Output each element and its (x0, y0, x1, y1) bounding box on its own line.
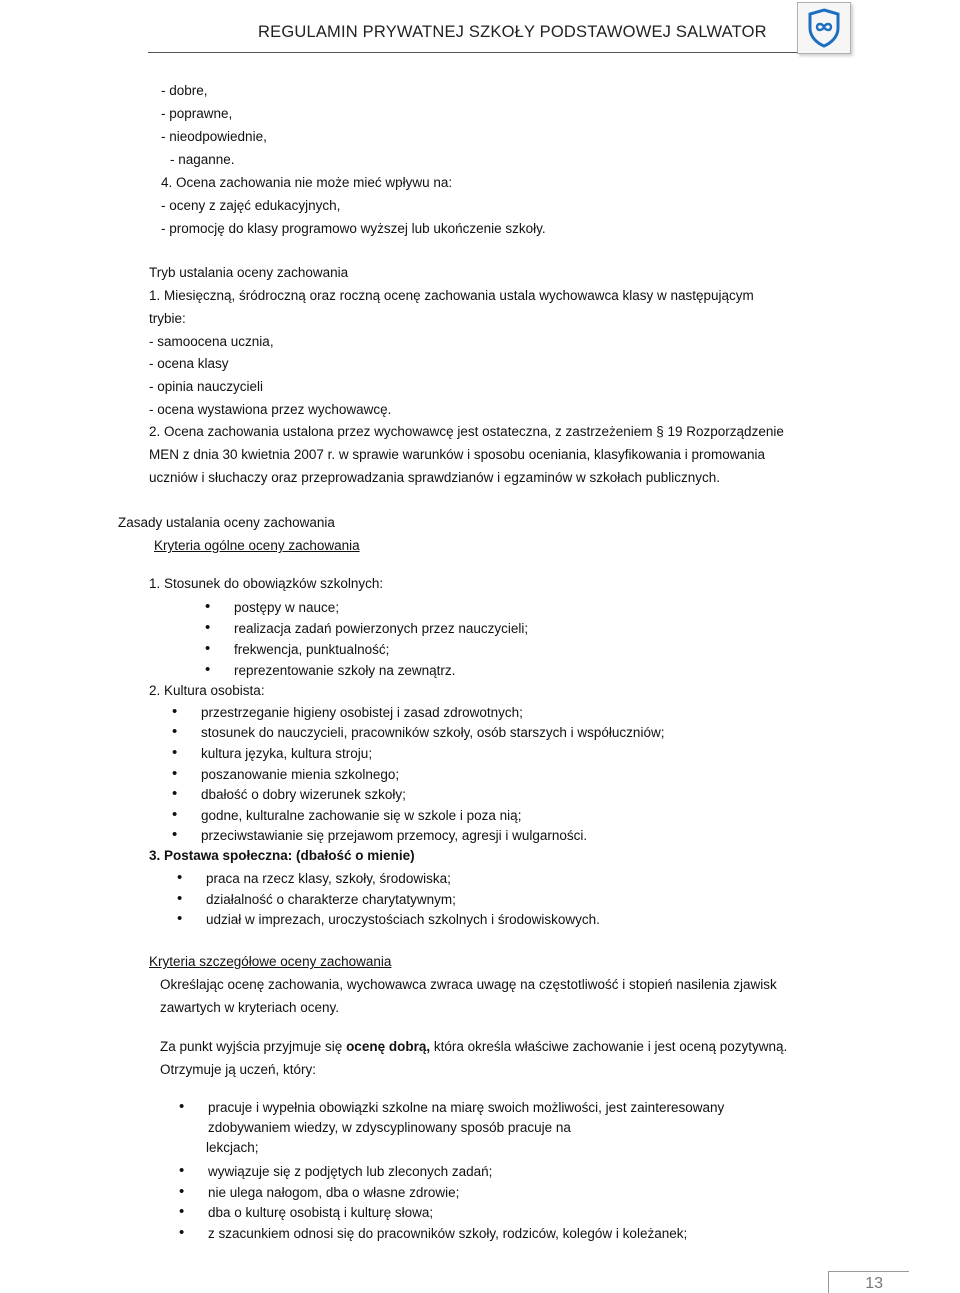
section-1-item: postępy w nauce; (234, 600, 340, 615)
good-grade-item: nie ulega nałogom, dba o własne zdrowie; (208, 1185, 460, 1200)
section-2-item: kultura języka, kultura stroju; (201, 746, 373, 761)
section-2-item: dbałość o dobry wizerunek szkoły; (201, 787, 406, 802)
tryb-item: - ocena wystawiona przez wychowawcę. (149, 402, 392, 417)
section-1-item: reprezentowanie szkoły na zewnątrz. (234, 663, 456, 678)
grade-list-item: - naganne. (170, 152, 235, 167)
kryteria-ogolne-heading: Kryteria ogólne oceny zachowania (154, 538, 360, 553)
header-divider (148, 52, 848, 53)
section-2-title: 2. Kultura osobista: (149, 683, 265, 698)
bullet: • (179, 1162, 185, 1179)
page-number: 13 (865, 1275, 883, 1292)
section-3-item: udział w imprezach, uroczystościach szkolnych i środowiskowych. (206, 912, 600, 927)
section-1-item: realizacja zadań powierzonych przez nauczycieli; (234, 621, 529, 636)
zasady-heading: Zasady ustalania oceny zachowania (118, 515, 335, 530)
good-grade-intro-text: Za punkt wyjścia przyjmuje się (160, 1039, 347, 1054)
tryb-paragraph-1: 1. Miesięczną, śródroczną oraz roczną ocenę zachowania ustala wychowawca klasy w następującym (149, 288, 754, 303)
bullet: • (172, 765, 178, 782)
section-2-item: poszanowanie mienia szkolnego; (201, 767, 400, 782)
bullet: • (172, 703, 178, 720)
bullet: • (205, 598, 211, 615)
bullet: • (177, 869, 183, 886)
page-number-box (828, 1271, 909, 1293)
good-grade-item: zdobywaniem wiedzy, w zdyscyplinowany sposób pracuje na (208, 1120, 571, 1135)
good-grade-item: z szacunkiem odnosi się do pracowników szkoły, rodziców, kolegów i koleżanek; (208, 1226, 688, 1241)
section-3-title: 3. Postawa społeczna: (dbałość o mienie) (149, 848, 415, 863)
bullet: • (172, 723, 178, 740)
bullet: • (172, 806, 178, 823)
good-grade-intro-text: która określa właściwe zachowanie i jest oceną pozytywną. (430, 1039, 788, 1054)
kryteria-szczegolowe-heading: Kryteria szczegółowe oceny zachowania (149, 954, 392, 969)
section-1-title: 1. Stosunek do obowiązków szkolnych: (149, 576, 384, 591)
tryb-paragraph-2: uczniów i słuchaczy oraz przeprowadzania sprawdzianów i egzaminów w szkołach publicznych. (149, 470, 721, 485)
tryb-item: - opinia nauczycieli (149, 379, 264, 394)
bullet: • (205, 640, 211, 657)
section-3-item: działalność o charakterze charytatywnym; (206, 892, 456, 907)
tryb-paragraph-2: 2. Ocena zachowania ustalona przez wychowawcę jest ostateczna, z zastrzeżeniem § 19 Rozporządzenie (149, 424, 784, 439)
bullet: • (205, 619, 211, 636)
good-grade-item: dba o kulturę osobistą i kulturę słowa; (208, 1205, 434, 1220)
bullet: • (179, 1183, 185, 1200)
bullet: • (172, 744, 178, 761)
section-2-item: stosunek do nauczycieli, pracowników szkoły, osób starszych i współuczniów; (201, 725, 665, 740)
good-grade-item: pracuje i wypełnia obowiązki szkolne na miarę swoich możliwości, jest zainteresowany (208, 1100, 725, 1115)
bullet: • (172, 785, 178, 802)
grade-list-item: - nieodpowiednie, (161, 129, 267, 144)
section-2-item: godne, kulturalne zachowanie się w szkole i poza nią; (201, 808, 522, 823)
tryb-item: - samoocena ucznia, (149, 334, 274, 349)
good-grade-emphasis: ocenę dobrą, (346, 1039, 431, 1054)
tryb-item: - ocena klasy (149, 356, 229, 371)
szczegolowe-intro: Określając ocenę zachowania, wychowawca zwraca uwagę na częstotliwość i stopień nasilenia zjawisk (160, 977, 777, 992)
bullet: • (172, 826, 178, 843)
szczegolowe-intro: zawartych w kryteriach oceny. (160, 1000, 340, 1015)
section-3-item: praca na rzecz klasy, szkoły, środowiska; (206, 871, 451, 886)
bullet: • (205, 661, 211, 678)
grade-list-item: - poprawne, (161, 106, 233, 121)
good-grade-item: lekcjach; (206, 1140, 259, 1155)
bullet: • (177, 910, 183, 927)
grade-list-item: - dobre, (161, 83, 208, 98)
tryb-heading: Tryb ustalania oceny zachowania (149, 265, 349, 280)
section-2-item: przestrzeganie higieny osobistej i zasad zdrowotnych; (201, 705, 523, 720)
good-grade-intro-2: Otrzymuje ją uczeń, który: (160, 1062, 317, 1077)
tryb-paragraph-2: MEN z dnia 30 kwietnia 2007 r. w sprawie warunków i sposobu oceniania, klasyfikowania i promowania (149, 447, 766, 462)
bullet: • (179, 1098, 185, 1115)
point-4-text: 4. Ocena zachowania nie może mieć wpływu na: (161, 175, 453, 190)
bullet: • (179, 1224, 185, 1241)
bullet: • (177, 890, 183, 907)
document-header-title: REGULAMIN PRYWATNEJ SZKOŁY PODSTAWOWEJ SALWATOR (258, 23, 767, 41)
shield-infinity-icon (798, 3, 850, 53)
point-4-item: - oceny z zajęć edukacyjnych, (161, 198, 341, 213)
bullet: • (179, 1203, 185, 1220)
point-4-item: - promocję do klasy programowo wyższej lub ukończenie szkoły. (161, 221, 546, 236)
good-grade-item: wywiązuje się z podjętych lub zleconych zadań; (208, 1164, 493, 1179)
good-grade-intro (160, 1038, 787, 1055)
section-1-item: frekwencja, punktualność; (234, 642, 390, 657)
section-2-item: przeciwstawianie się przejawom przemocy, agresji i wulgarności. (201, 828, 588, 843)
school-logo (797, 2, 851, 54)
tryb-paragraph-1: trybie: (149, 311, 186, 326)
